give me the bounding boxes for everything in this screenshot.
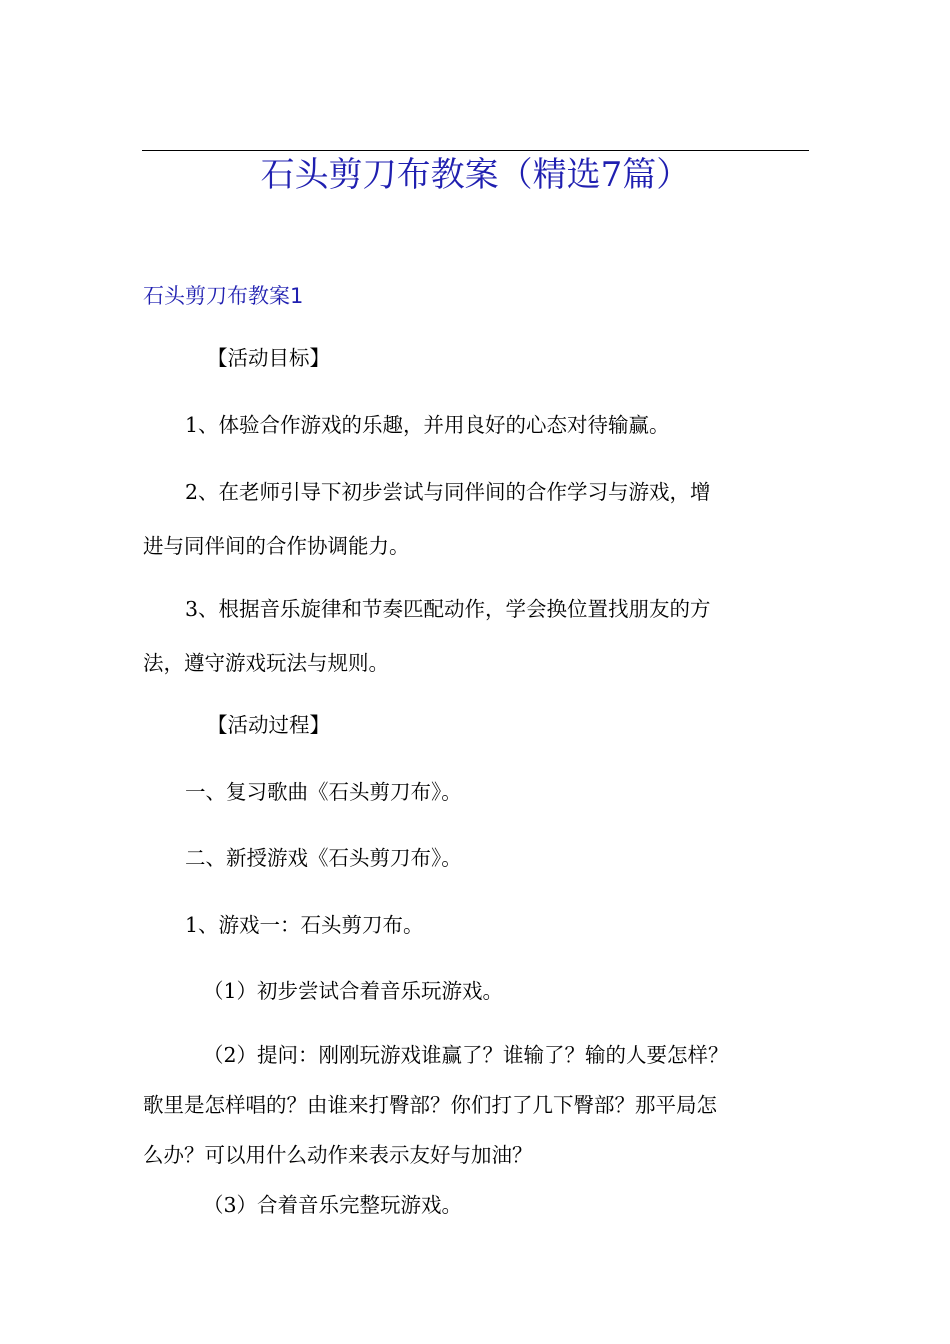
section-heading: 石头剪刀布教案1 (143, 284, 304, 308)
paragraph-line: （2）提问：刚刚玩游戏谁赢了？谁输了？输的人要怎样？ (203, 1043, 729, 1067)
paragraph-game-1-step-3 (143, 1180, 863, 1230)
paragraph-line: 1、游戏一：石头剪刀布。 (185, 913, 424, 937)
paragraph-line: 么办？可以用什么动作来表示友好与加油？ (143, 1143, 533, 1167)
paragraph-line: 【活动目标】 (207, 346, 330, 370)
paragraph-activity-process-heading (143, 698, 867, 752)
paragraph-game-1-step-1 (143, 964, 863, 1018)
paragraph-line: 法，遵守游戏玩法与规则。 (143, 651, 389, 675)
paragraph-line: 进与同伴间的合作协调能力。 (143, 534, 410, 558)
paragraph-goal-3 (143, 582, 803, 690)
paragraph-step-2 (143, 831, 845, 885)
paragraph-line: （3）合着音乐完整玩游戏。 (203, 1193, 463, 1217)
document-title: 石头剪刀布教案（精选7篇） (260, 155, 691, 195)
paragraph-line: 1、体验合作游戏的乐趣，并用良好的心态对待输赢。 (185, 413, 670, 437)
paragraph-goal-1 (143, 398, 845, 452)
paragraph-step-1 (143, 765, 845, 819)
paragraph-line: 歌里是怎样唱的？由谁来打臀部？你们打了几下臀部？那平局怎 (143, 1093, 717, 1117)
paragraph-line: （1）初步尝试合着音乐玩游戏。 (203, 979, 504, 1003)
paragraph-line: 3、根据音乐旋律和节奏匹配动作，学会换位置找朋友的方 (185, 597, 711, 621)
paragraph-goal-2 (143, 465, 803, 573)
paragraph-line: 二、新授游戏《石头剪刀布》。 (185, 846, 462, 870)
paragraph-line: 一、复习歌曲《石头剪刀布》。 (185, 780, 462, 804)
paragraph-activity-goals-heading (143, 331, 867, 385)
paragraph-game-1-step-2 (143, 1030, 803, 1180)
paragraph-line: 2、在老师引导下初步尝试与同伴间的合作学习与游戏，增 (185, 480, 711, 504)
paragraph-line: 【活动过程】 (207, 713, 330, 737)
header-rule (142, 150, 809, 151)
paragraph-game-1 (143, 898, 845, 952)
